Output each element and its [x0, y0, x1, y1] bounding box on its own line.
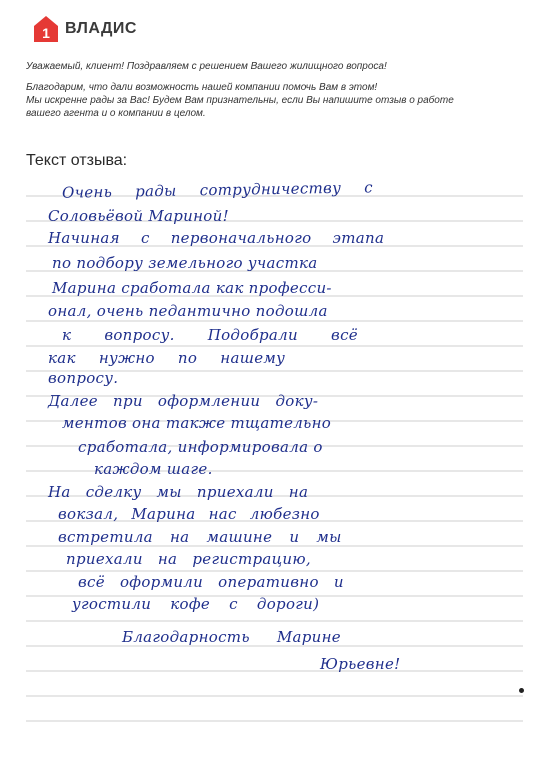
review-line: Далее при оформлении доку-	[48, 392, 319, 410]
review-line: ментов она также тщательно	[62, 414, 332, 432]
review-line: сработала, информировала о	[78, 438, 323, 456]
review-line: по подбору земельного участка	[52, 254, 318, 272]
review-line: На сделку мы приехали на	[48, 483, 309, 501]
intro-line: Благодарим, что дали возможность нашей компании помочь Вам в этом!	[26, 82, 378, 93]
review-line: Соловьёвой Мариной!	[48, 207, 229, 225]
review-line: Очень рады сотрудничеству с	[61, 178, 374, 202]
review-title: Текст отзыва:	[26, 152, 128, 169]
review-line: приехали на регистрацию,	[66, 550, 311, 568]
review-line: встретила на машине и мы	[58, 528, 342, 546]
review-line: вокзал, Марина нас любезно	[58, 505, 320, 523]
review-line: как нужно по нашему	[48, 349, 286, 367]
logo-badge-text: 1	[42, 25, 50, 41]
logo-text: ВЛАДИС	[65, 20, 137, 37]
intro-greeting: Уважаемый, клиент! Поздравляем с решением Вашего жилищного вопроса!	[26, 61, 387, 72]
intro-line: вашего агента и о компании в целом.	[26, 108, 206, 119]
review-line: угостили кофе с дороги)	[72, 595, 320, 613]
review-line: Юрьевне!	[320, 655, 401, 673]
ink-dot	[519, 688, 524, 693]
intro-line: Мы искренне рады за Вас! Будем Вам признательны, если Вы напишите отзыв о работе	[26, 95, 454, 106]
review-line: Марина сработала как професси-	[52, 279, 332, 297]
review-line: онал, очень педантично подошла	[48, 302, 328, 320]
review-line: всё оформили оперативно и	[78, 573, 344, 591]
review-line: Благодарность Марине	[122, 628, 341, 646]
review-line: вопросу.	[48, 369, 119, 387]
review-line: к вопросу. Подобрали всё	[62, 326, 358, 344]
review-line: Начиная с первоначального этапа	[48, 229, 385, 247]
review-line: каждом шаге.	[94, 460, 213, 478]
